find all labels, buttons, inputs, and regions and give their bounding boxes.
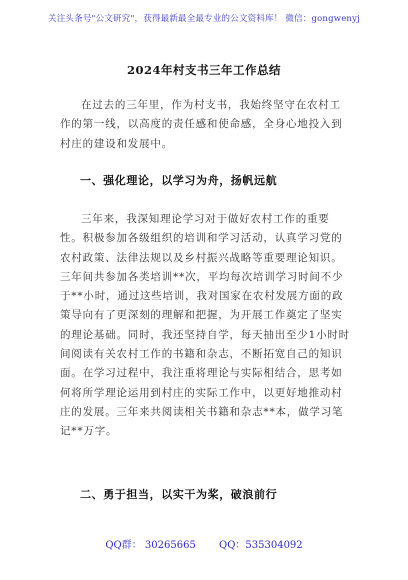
intro-paragraph: 在过去的三年里，作为村支书，我始终坚守在农村工作的第一线，以高度的责任感和使命感，全身心地投入到村庄的建设和发展中。: [60, 99, 343, 150]
header-note: 关注头条号"公文研究"，获得最新最全最专业的公文资料库！ 微信：gongwenyj: [48, 14, 360, 24]
footer-contact: [0, 536, 408, 551]
section-1-body: 三年来，我深知理论学习对于做好农村工作的重要性。积极参加各级组织的培训和学习活动，认真学习党的农村政策、法律法规以及乡村振兴战略等重要理论知识。三年间共参加各类培训**次，平均每次培训学习时间不少于**小时，通过这些培训，我对国家在农村发展方面的政策导向有了更深刻的理解和把握，为开展工作奠定了坚实的理论基础。同时，我还坚持自学，每天抽出至少1小时时间阅读有关农村工作的书籍和杂志，不断拓宽自己的知识面。在学习过程中，我注重将理论与实际相结合，思考如何将所学理论运用到村庄的实际工作中，以更好地推动村庄的发展。三年来共阅读相关书籍和杂志**本，做学习笔记**万字。: [60, 213, 350, 438]
document-title: 2024年村支书三年工作总结: [126, 63, 281, 77]
footer-qq: QQ：535304092: [219, 540, 303, 551]
section-2-heading: 二、勇于担当，以实干为桨，破浪前行: [80, 488, 278, 501]
section-1-heading: 一、强化理论，以学习为舟，扬帆远航: [80, 174, 278, 187]
footer-qq-group: QQ群： 30265665: [105, 540, 196, 551]
